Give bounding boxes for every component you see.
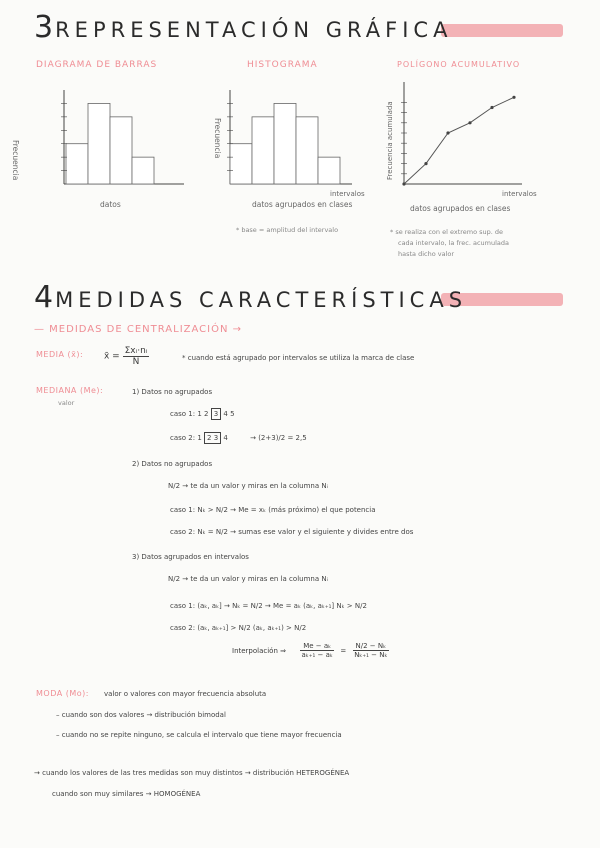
plot1-xlabel: datos <box>100 200 121 209</box>
mediana-case3-intro: N/2 → te da un valor y miras en la columna Nᵢ <box>168 575 328 583</box>
section4-heading <box>34 280 467 315</box>
plot3-point <box>490 106 493 109</box>
mediana-case3a: caso 1: (aₖ, aₖ] → Nₖ = N/2 → Me = aₖ (aₖ, aₖ₊₁] Nₖ > N/2 <box>170 602 367 610</box>
plot2-bar <box>318 157 340 184</box>
mediana-sublabel: valor <box>58 399 75 407</box>
plot1-bar <box>110 117 132 184</box>
plot2-title: HISTOGRAMA <box>247 60 318 70</box>
plot1-bar <box>132 157 154 184</box>
plot3-line <box>404 97 514 184</box>
media-formula-num: Σxᵢ·nᵢ <box>124 346 148 356</box>
plot3-point <box>512 96 515 99</box>
plot3-title: POLÍGONO ACUMULATIVO <box>397 60 521 69</box>
media-label: MEDIA (x̄): <box>36 350 84 359</box>
conclusion-line-1: → cuando los valores de las tres medidas son muy distintos → distribución HETEROGÉNEA <box>34 769 350 777</box>
media-formula-den: N <box>132 357 140 367</box>
interp-left-num: Me − aₖ <box>300 642 334 651</box>
interpolation-formula: Interpolación ⇒ $\frac{\text{Me − aₖ}}{\text{aₖ₊₁ − aₖ}}$ = $\frac{\text{N/2 − Nₖ}}{\text{Nₖ₊₁ − Nₖ}}$ <box>232 642 388 659</box>
media-comment: * cuando está agrupado por intervalos se utiliza la marca de clase <box>182 354 415 362</box>
section3-highlight <box>441 24 563 37</box>
moda-label: MODA (Mo): <box>36 689 89 698</box>
moda-bullet-1: – cuando son dos valores → distribución bimodal <box>56 711 226 719</box>
moda-text: valor o valores con mayor frecuencia absoluta <box>104 690 267 698</box>
section3-number: 3 <box>34 10 54 45</box>
plot2-bar <box>230 144 252 184</box>
cumulative-polygon-plot <box>402 82 522 186</box>
section3-title: REPRESENTACIÓN GRÁFICA <box>55 18 453 42</box>
section3-heading <box>34 10 452 45</box>
subsection-title: — MEDIDAS DE CENTRALIZACIÓN → <box>34 324 243 335</box>
mediana-case1a: caso 1: 1 2 3 4 5 <box>170 410 235 418</box>
mediana-case2b: caso 2: Nₖ = N/2 → sumas ese valor y el siguiente y divides entre dos <box>170 528 414 536</box>
plot2-xlabel-right: intervalos <box>330 190 365 198</box>
plot3-point <box>446 131 449 134</box>
interp-right-num: N/2 − Nₖ <box>353 642 390 651</box>
moda-bullet-2: – cuando no se repite ninguno, se calcula el intervalo que tiene mayor frecuencia <box>56 731 342 739</box>
media-formula-lhs: x̄ = <box>104 351 120 362</box>
plot2-bar <box>296 117 318 184</box>
interp-label: Interpolación ⇒ <box>232 646 286 655</box>
plot3-xlabel-right: intervalos <box>502 190 537 198</box>
mediana-case2a: caso 1: Nₖ > N/2 → Me = xₖ (más próximo) el que potencia <box>170 506 376 514</box>
plot3-note-3: hasta dicho valor <box>398 250 455 258</box>
interp-right-den: Nₖ₊₁ − Nₖ <box>354 651 388 659</box>
plot1-title: DIAGRAMA DE BARRAS <box>36 60 158 70</box>
mediana-case3b: caso 2: (aₖ, aₖ₊₁] > N/2 (aₖ, aₖ₊₁) > N/2 <box>170 624 307 632</box>
plot2-bar <box>274 103 296 184</box>
plot1-bar <box>66 144 88 184</box>
plot1-bar <box>88 103 110 184</box>
plot3-point <box>402 182 405 185</box>
section4-title: MEDIDAS CARACTERÍSTICAS <box>55 288 468 312</box>
histogram-plot <box>228 90 352 186</box>
media-formula <box>104 346 149 367</box>
plot3-point <box>468 121 471 124</box>
conclusion-line-2: cuando son muy similares → HOMOGÉNEA <box>52 790 201 798</box>
plot3-note-2: cada intervalo, la frec. acumulada <box>398 239 510 247</box>
bar-chart-plot <box>62 90 184 186</box>
interp-left-den: aₖ₊₁ − aₖ <box>301 651 333 659</box>
plot3-ylabel: Frecuencia acumulada <box>386 101 394 180</box>
plot2-note: * base = amplitud del intervalo <box>236 226 339 234</box>
mediana-case2-title: 2) Datos no agrupados <box>132 460 213 468</box>
mediana-label: MEDIANA (Me): <box>36 386 104 395</box>
plot2-xlabel: datos agrupados en clases <box>252 200 353 209</box>
mediana-case1-title: 1) Datos no agrupados <box>132 388 213 396</box>
plot1-ylabel: Frecuencia <box>11 140 20 181</box>
plot2-ylabel: Frecuencia <box>213 118 222 159</box>
mediana-case2-intro: N/2 → te da un valor y miras en la columna Nᵢ <box>168 482 328 490</box>
plot3-xlabel: datos agrupados en clases <box>410 204 511 213</box>
mediana-case1b: caso 2: 1 2 3 4 → (2+3)/2 = 2,5 <box>170 434 307 442</box>
mediana-case3-title: 3) Datos agrupados en intervalos <box>132 553 249 561</box>
plot2-bar <box>252 117 274 184</box>
section4-number: 4 <box>34 280 54 315</box>
plot3-note-1: * se realiza con el extremo sup. de <box>390 228 504 236</box>
plot3-point <box>424 162 427 165</box>
